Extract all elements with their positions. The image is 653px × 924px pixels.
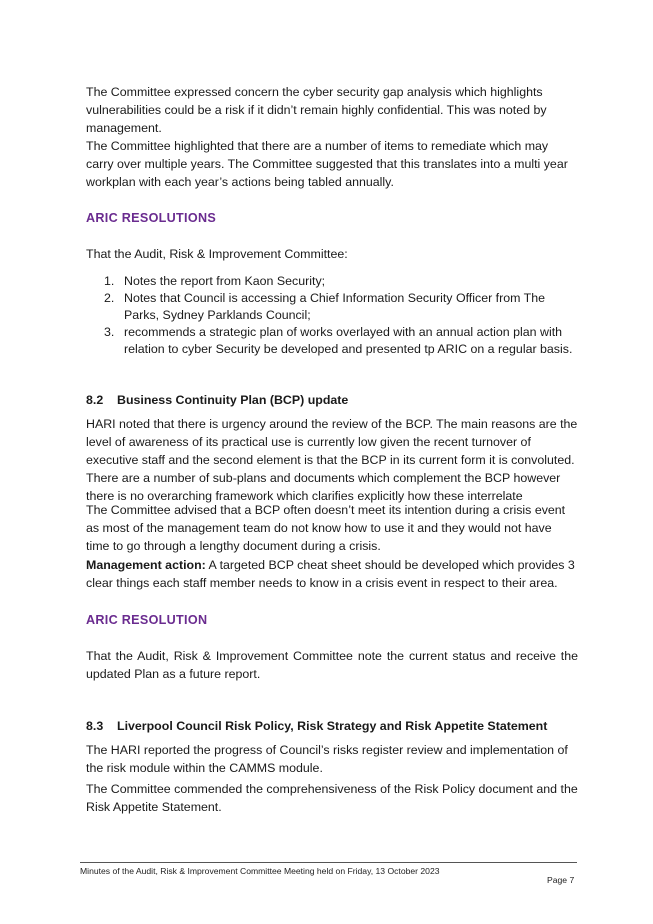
- footer-text: Minutes of the Audit, Risk & Improvement Committee Meeting held on Friday, 13 October 2023: [80, 866, 440, 876]
- management-action-label: Management action:: [86, 558, 206, 572]
- resolutions-intro: That the Audit, Risk & Improvement Committee:: [86, 247, 348, 261]
- paragraph-risk-register: The HARI reported the progress of Council’s risks register review and implementation of the risk module within the CAMMS module.: [86, 743, 568, 775]
- page-number: Page 7: [547, 875, 575, 885]
- paragraph-resolution-text: That the Audit, Risk & Improvement Committee note the current status and receive the updated Plan as a future report.: [86, 649, 578, 681]
- section-number: 8.2: [86, 393, 104, 407]
- paragraph-risk-policy-commendation: The Committee commended the comprehensiveness of the Risk Policy document and the Risk Appetite Statement.: [86, 782, 578, 814]
- paragraph-bcp-advice: The Committee advised that a BCP often doesn’t meet its intention during a crisis event as most of the management team do not know how to use it and they would not have time to go through a lengthy document during a crisis.: [86, 503, 566, 553]
- list-item: [104, 273, 578, 290]
- paragraph-bcp-urgency: HARI noted that there is urgency around the review of the BCP. The main reasons are the level of awareness of its practical use is currently low given the recent turnover of executive staff and the second element is that the BCP in its current form it is convoluted. There are a number of sub-plans and documents which complement the BCP however there is no overarching framework which clarifies explicitly how these interrelate: [86, 417, 578, 503]
- list-marker: 2.: [104, 291, 115, 305]
- list-item: [104, 290, 578, 324]
- section-title: Liverpool Council Risk Policy, Risk Strategy and Risk Appetite Statement: [117, 719, 548, 733]
- section-number: 8.3: [86, 719, 104, 733]
- management-action-text: A targeted BCP cheat sheet should be developed which provides 3 clear things each staff member needs to know in a crisis event in respect to their area.: [86, 558, 575, 590]
- section-8-2-heading: [86, 393, 348, 407]
- section-title: Business Continuity Plan (BCP) update: [117, 393, 349, 407]
- section-8-3-heading: [86, 719, 547, 733]
- list-item-text: Notes that Council is accessing a Chief Information Security Officer from The Parks, Sydney Parklands Council;: [124, 291, 546, 322]
- paragraph-remediation-items: The Committee highlighted that there are a number of items to remediate which may carry over multiple years. The Committee suggested that this translates into a multi year workplan with each year’s actions being tabled annually.: [86, 139, 568, 189]
- resolutions-list: [104, 273, 578, 358]
- list-item-text: Notes the report from Kaon Security;: [124, 274, 326, 288]
- aric-resolutions-heading: ARIC RESOLUTIONS: [86, 211, 217, 225]
- list-item: [104, 324, 578, 358]
- aric-resolution-heading: ARIC RESOLUTION: [86, 613, 208, 627]
- list-item-text: recommends a strategic plan of works overlayed with an annual action plan with relation to cyber Security be developed and presented tp ARIC on a regular basis.: [124, 325, 573, 356]
- paragraph-cyber-concern: The Committee expressed concern the cyber security gap analysis which highlights vulnerabilities could be a risk if it didn’t remain highly confidential. This was noted by management.: [86, 85, 547, 135]
- paragraph-management-action: [86, 556, 578, 592]
- footer-divider: [80, 862, 577, 863]
- list-marker: 1.: [104, 274, 115, 288]
- list-marker: 3.: [104, 325, 115, 339]
